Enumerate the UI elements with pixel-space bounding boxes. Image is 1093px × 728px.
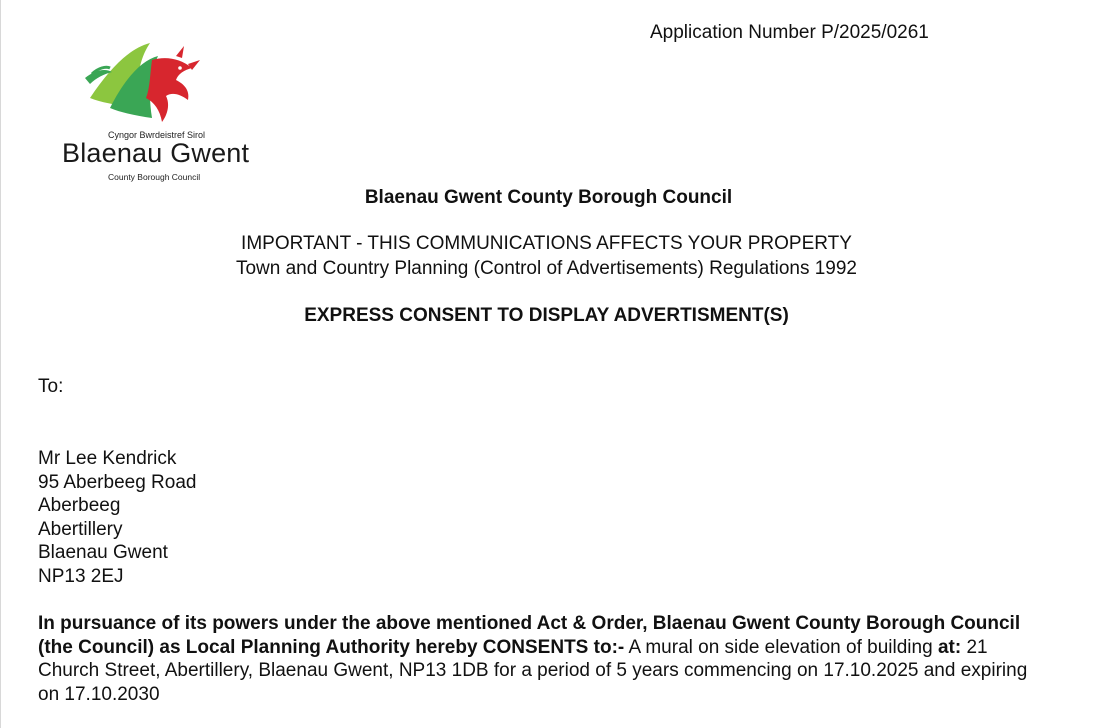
- address-line: 95 Aberbeeg Road: [38, 471, 197, 493]
- dragon-mountain-icon: [80, 38, 210, 133]
- logo-council-name: Blaenau Gwent: [62, 138, 250, 168]
- address-line: Mr Lee Kendrick: [38, 448, 177, 469]
- recipient-address: [38, 447, 196, 588]
- address-line: Aberbeeg: [38, 495, 121, 516]
- important-notice: IMPORTANT - THIS COMMUNICATIONS AFFECTS YOUR PROPERTY: [241, 233, 852, 254]
- council-title: Blaenau Gwent County Borough Council: [364, 187, 733, 208]
- consent-statement: [38, 612, 1038, 706]
- logo-welsh-name: Cyngor Bwrdeistref Sirol: [108, 130, 206, 140]
- address-line: NP13 2EJ: [38, 565, 124, 587]
- address-line: Abertillery: [38, 518, 123, 540]
- regulations-title: Town and Country Planning (Control of Advertisements) Regulations 1992: [235, 258, 858, 279]
- council-logo: [58, 38, 278, 188]
- page-edge: [0, 0, 1, 728]
- statement-details: 21 Church Street, Abertillery, Blaenau Gwent, NP13 1DB for a period of 5 years commencing on 17.10.2025 and expiring on 17.10.2030: [38, 636, 1028, 705]
- statement-description: A mural on side elevation of building: [624, 636, 938, 658]
- statement-at-label: at:: [937, 636, 962, 658]
- consent-heading: EXPRESS CONSENT TO DISPLAY ADVERTISMENT(S): [304, 305, 789, 326]
- logo-english-name: County Borough Council: [108, 172, 201, 182]
- statement-intro: In pursuance of its powers under the above mentioned Act & Order, Blaenau Gwent County Borough Council (the Council) as Local Planning Authority hereby CONSENTS to:-: [38, 613, 1021, 658]
- to-label: To:: [38, 376, 64, 397]
- application-number: Application Number P/2025/0261: [650, 22, 929, 43]
- address-line: Blaenau Gwent: [38, 542, 168, 563]
